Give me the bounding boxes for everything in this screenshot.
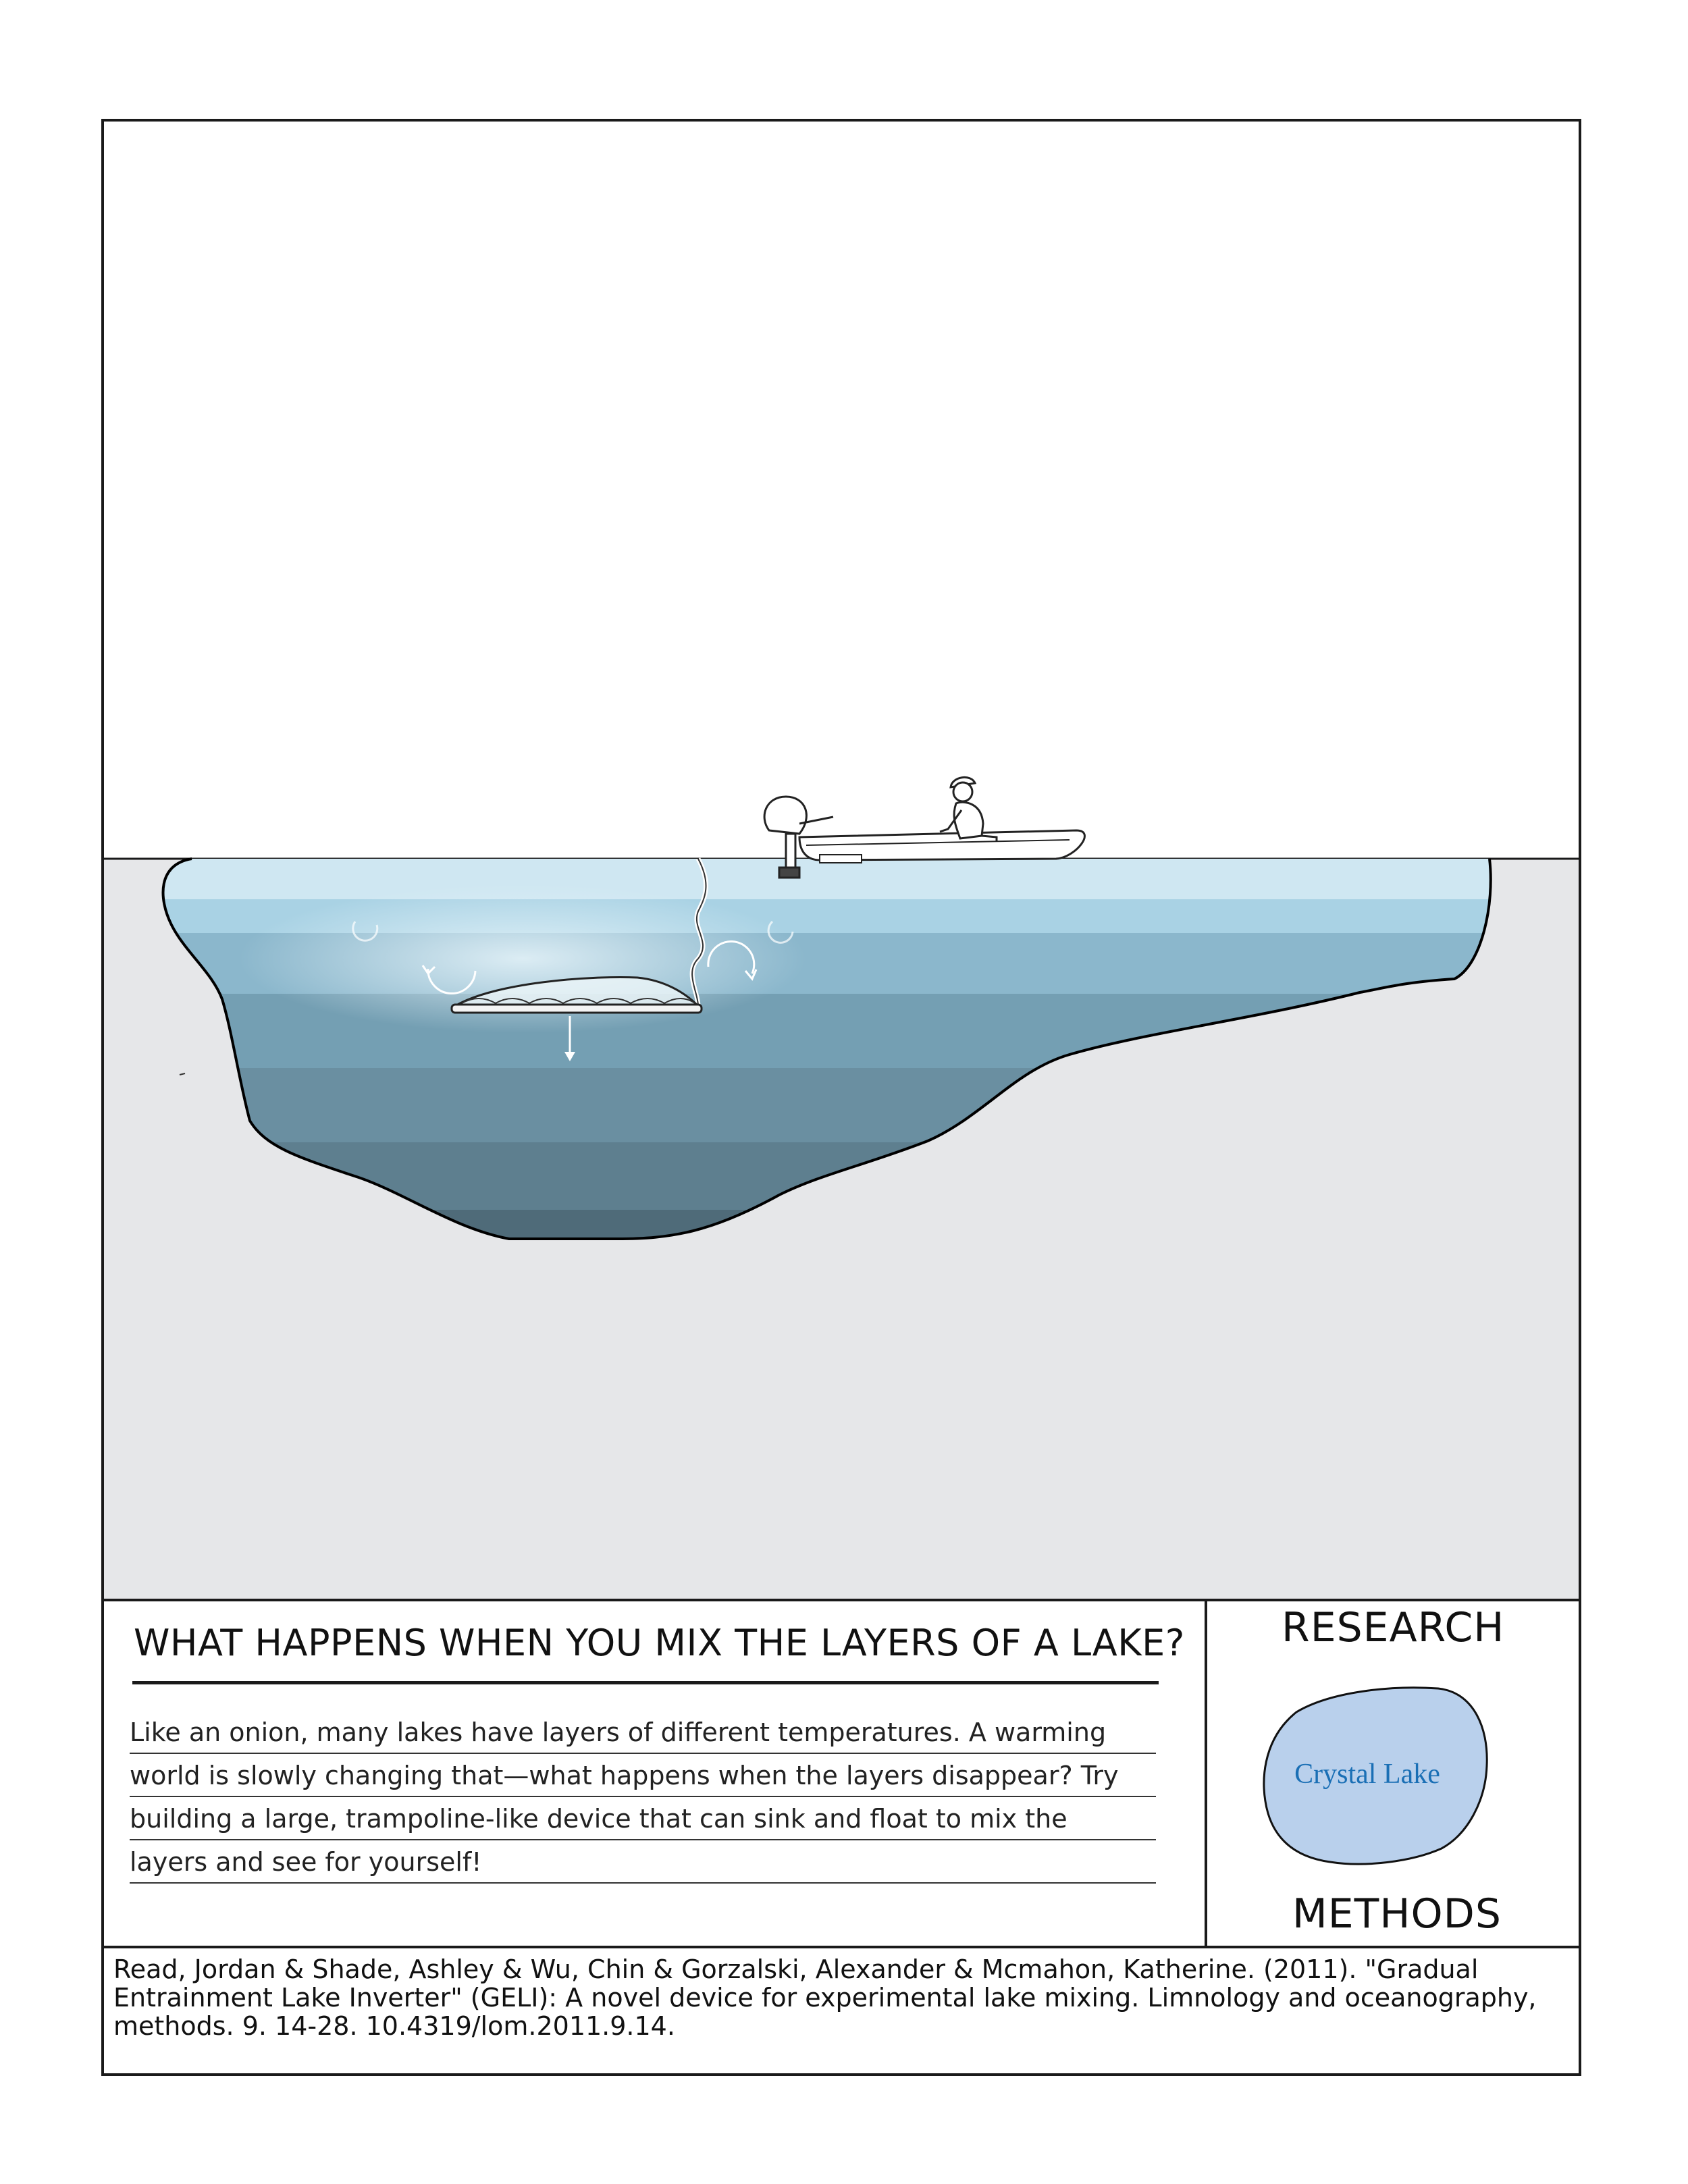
citation-text: Read, Jordan & Shade, Ashley & Wu, Chin & Gorzalski, Alexander & Mcmahon, Katherine. (2011). "Gradual Entrainment Lake Inverter" (GELI): A novel device for experimental lake mixing. Limnology and oceanography, methods. 9. 14-28. 10.4319/lom.2011.9.14. — [113, 1954, 1537, 2041]
description-line: Like an onion, many lakes have layers of different temperatures. A warming — [130, 1712, 1156, 1754]
person-head — [953, 782, 972, 801]
motor-propeller-icon — [779, 868, 799, 878]
illustration-bottom-rule — [104, 1599, 1579, 1601]
lake-cross-section-illustration — [104, 122, 1579, 1599]
research-label: RESEARCH — [1282, 1604, 1505, 1651]
research-methods-divider — [1205, 1600, 1207, 1947]
description-line: world is slowly changing that—what happens when the layers disappear? Try — [130, 1755, 1156, 1797]
person-torso — [954, 802, 983, 838]
question-underline — [132, 1681, 1159, 1684]
methods-label: METHODS — [1292, 1890, 1502, 1938]
motor-cowling — [764, 797, 806, 834]
boat — [799, 830, 1084, 863]
motor-shaft — [786, 834, 795, 868]
description-line: layers and see for yourself! — [130, 1842, 1156, 1884]
boat-stern-plate — [820, 855, 862, 863]
water-layer-1 — [104, 859, 1579, 899]
device-base-frame — [452, 1005, 702, 1013]
crystal-lake-map — [1236, 1672, 1492, 1874]
description-line: building a large, trampoline-like device that can sink and float to mix the — [130, 1799, 1156, 1840]
crystal-lake-name: Crystal Lake — [1294, 1759, 1440, 1790]
question-heading: WHAT HAPPENS WHEN YOU MIX THE LAYERS OF A LAKE? — [134, 1622, 1185, 1664]
poster-frame — [101, 119, 1581, 2076]
citation-top-rule — [104, 1946, 1579, 1948]
